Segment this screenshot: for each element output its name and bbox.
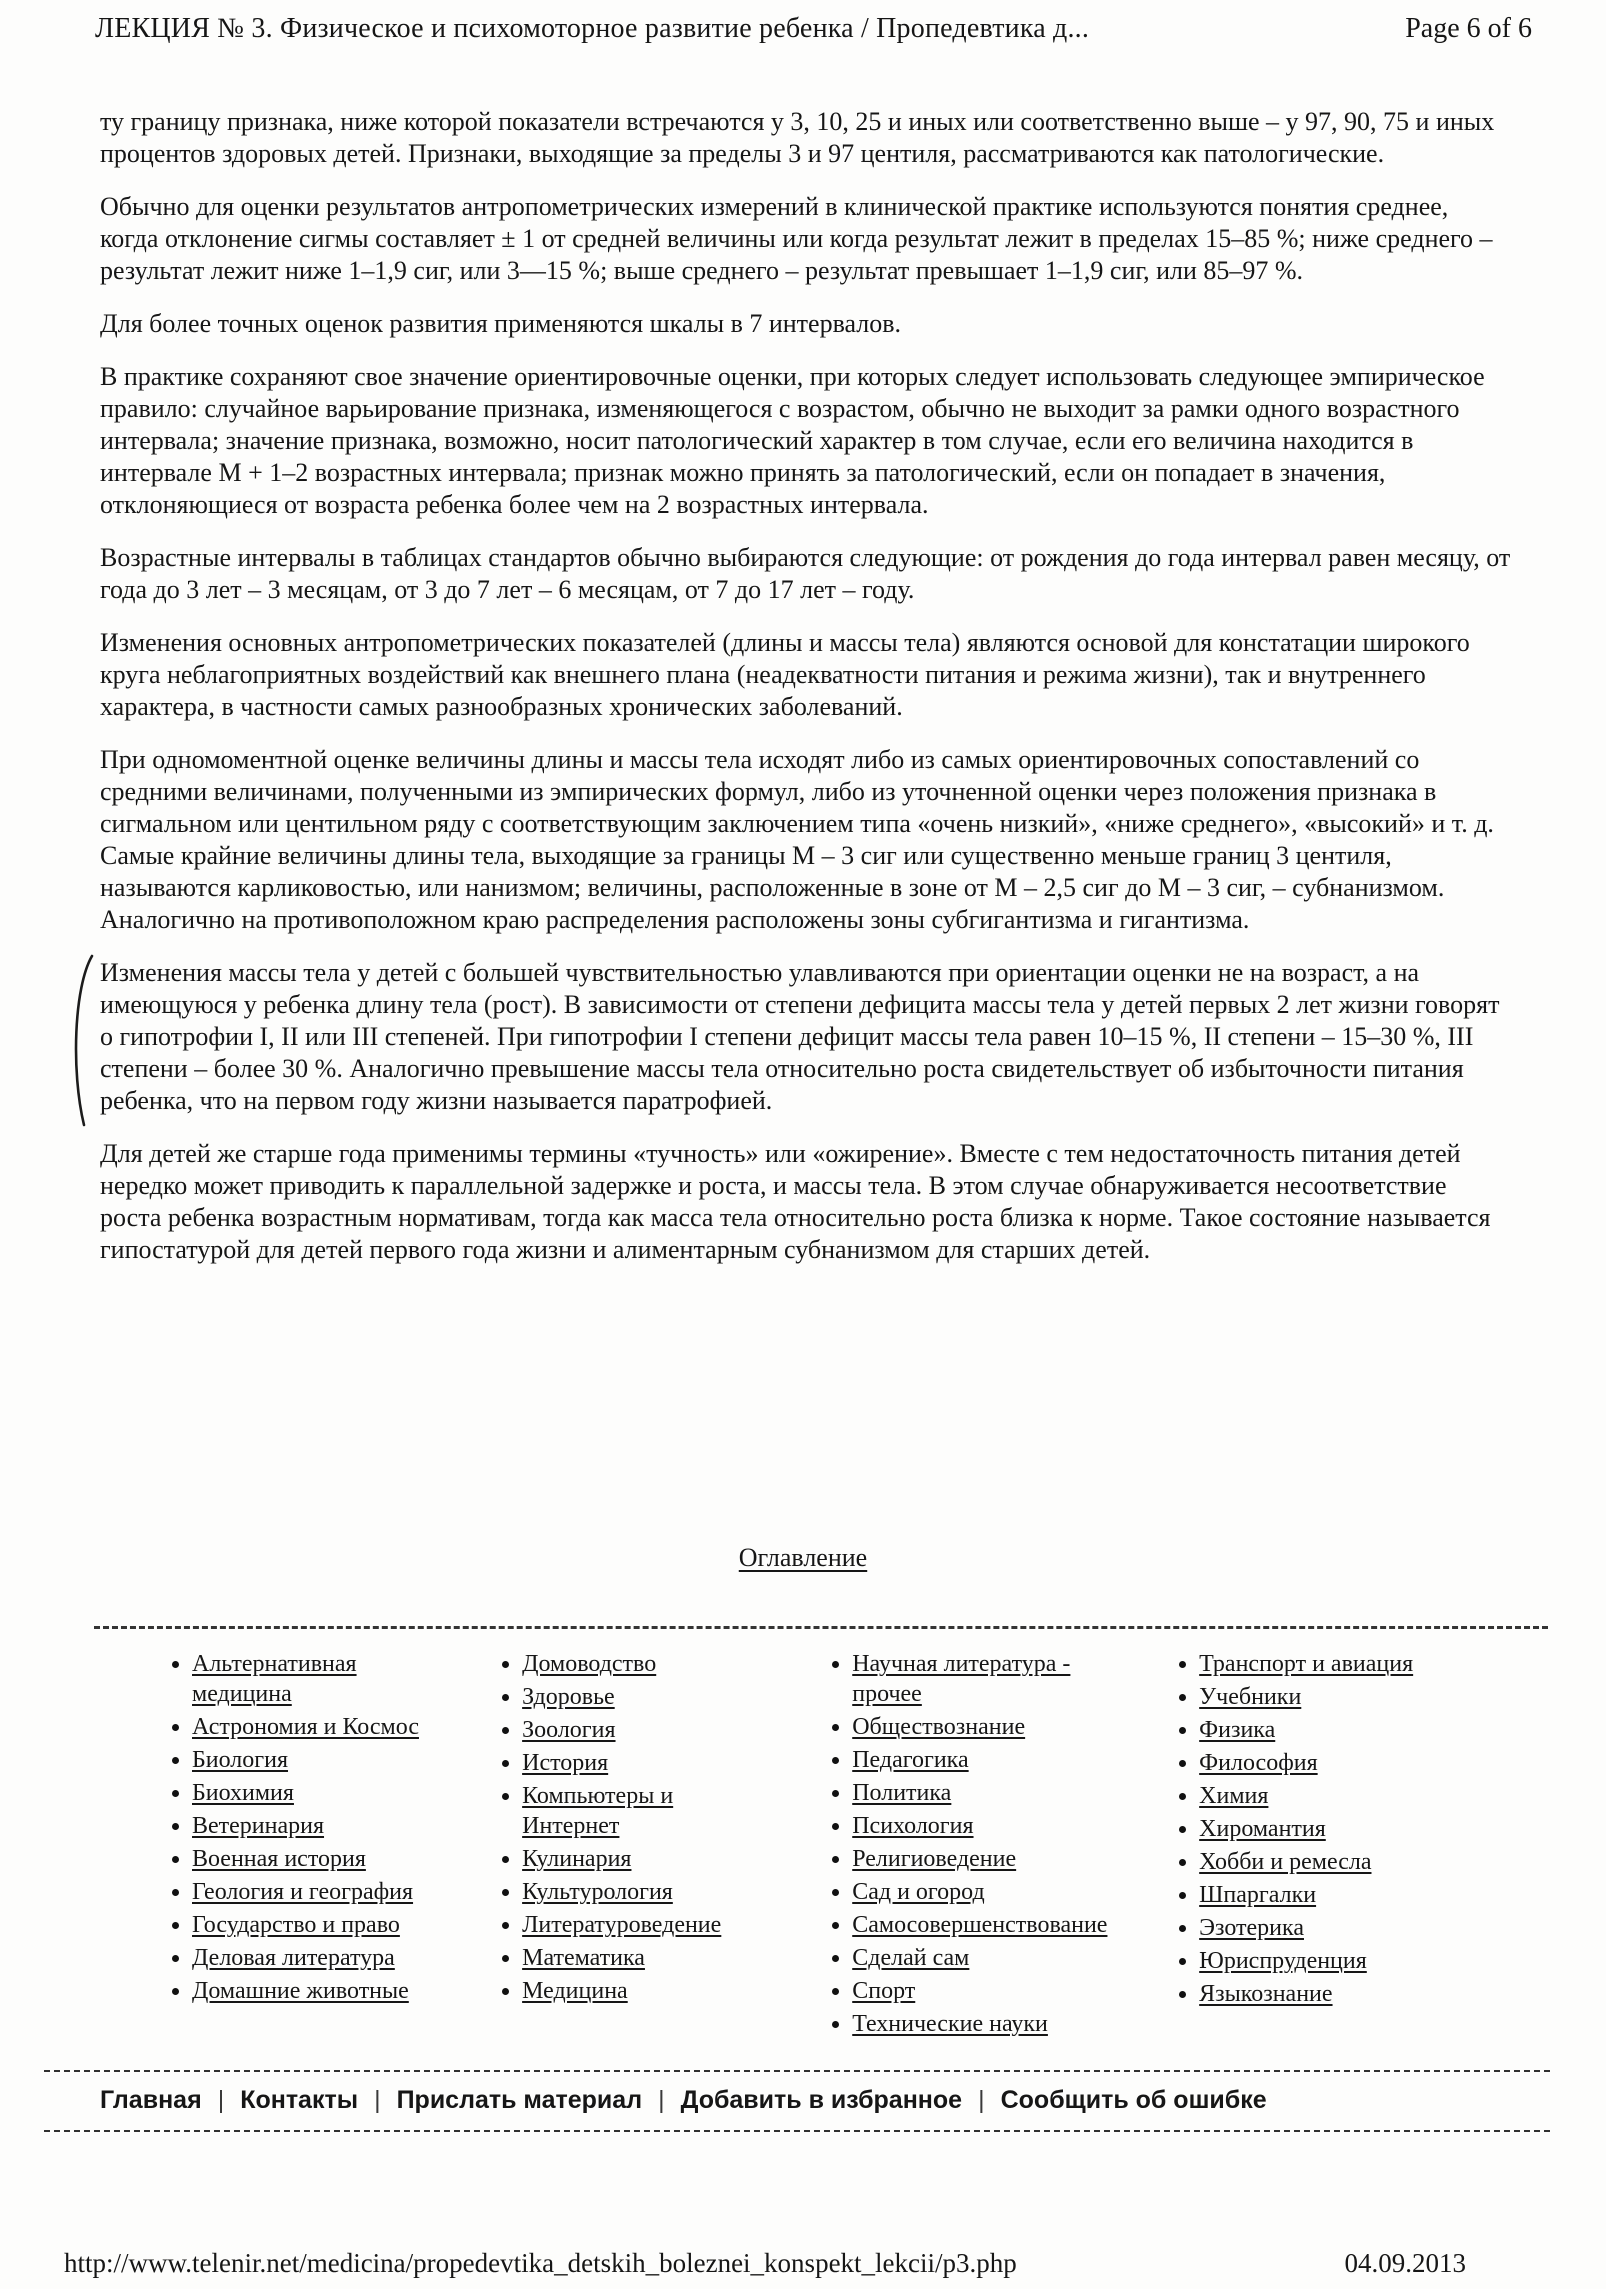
toc-item — [522, 1943, 774, 1973]
body-paragraph-1: ту границу признака, ниже которой показатели встречаются у 3, 10, 25 и иных или соответственно выше – у 97, 90, 75 и иных процентов здоровых детей. Признаки, выходящие за пределы 3 и 97 центиля, рассматриваются как патологические. — [100, 107, 1495, 168]
toc-item — [852, 2009, 1135, 2039]
toc-link[interactable]: Астрономия и Космос — [192, 1714, 419, 1740]
toc-link[interactable]: Биология — [192, 1747, 289, 1773]
toc-item — [1199, 1880, 1483, 1910]
footer-date: 04.09.2013 — [1344, 2248, 1466, 2278]
toc-link[interactable]: Учебники — [1199, 1684, 1302, 1710]
nav-separator: | — [978, 2086, 985, 2114]
toc-link[interactable]: Языкознание — [1199, 1981, 1333, 2007]
body-paragraph-8: Изменения массы тела у детей с большей чувствительностью улавливаются при ориентации оценки не на возраст, а на имеющуюся у ребенка длину тела (рост). В зависимости от степени дефицита массы тела у детей первых 2 лет жизни говорят о гипотрофии I, II или III степеней. При гипотрофии I степени дефицит массы тела равен 10–15 %, II степени – 15–30 %, III степени – более 30 %. Аналогично превышение массы тела относительно роста свидетельствует об избыточности питания ребенка, что на первом году жизни называется паратрофией. — [100, 957, 1511, 1117]
nav-link[interactable]: Главная — [100, 2086, 202, 2114]
toc-link[interactable]: Сделай сам — [852, 1945, 970, 1971]
toc-column-4 — [1165, 1649, 1511, 2042]
toc-item — [522, 1976, 774, 2006]
toc-item — [1199, 1649, 1483, 1679]
nav-group — [1001, 2086, 1267, 2114]
nav-group — [100, 2086, 240, 2114]
nav-group — [240, 2086, 396, 2114]
toc-link[interactable]: Технические науки — [852, 2011, 1048, 2037]
toc-item — [522, 1781, 774, 1841]
page-number: Page 6 of 6 — [1405, 13, 1532, 44]
toc-link[interactable]: Медицина — [522, 1978, 628, 2004]
margin-bracket-annotation — [64, 953, 96, 1129]
nav-group — [397, 2086, 681, 2114]
toc-link[interactable]: Математика — [522, 1945, 645, 1971]
toc-link[interactable]: Эзотерика — [1199, 1915, 1304, 1941]
toc-link[interactable]: Альтернативная медицина — [192, 1651, 357, 1707]
toc-item — [192, 1712, 444, 1742]
toc-link[interactable]: Физика — [1199, 1717, 1276, 1743]
toc-link[interactable]: Религиоведение — [852, 1846, 1017, 1872]
toc-link[interactable]: Зоология — [522, 1717, 616, 1743]
toc-link[interactable]: Литературоведение — [522, 1912, 722, 1938]
toc-item — [192, 1910, 444, 1940]
toc-item — [852, 1943, 1135, 1973]
body-paragraph-6: Изменения основных антропометрических показателей (длины и массы тела) являются основой для констатации широкого круга неблагоприятных воздействий как внешнего плана (неадекватности питания и режима жизни), так и внутреннего характера, в частности самых разнообразных хронических заболеваний. — [100, 628, 1470, 721]
toc-link[interactable]: Юриспруденция — [1199, 1948, 1367, 1974]
toc-item — [522, 1748, 774, 1778]
toc-link[interactable]: Компьютеры и Интернет — [522, 1783, 674, 1839]
footer-url: http://www.telenir.net/medicina/propedevtika_detskih_boleznei_konspekt_lekcii/p3.php — [64, 2248, 1017, 2278]
toc-link[interactable]: Обществознание — [852, 1714, 1026, 1740]
toc-item — [1199, 1979, 1483, 2009]
toc-link[interactable]: Биохимия — [192, 1780, 294, 1806]
toc-item — [1199, 1682, 1483, 1712]
toc-item — [192, 1811, 444, 1841]
toc-item — [852, 1877, 1135, 1907]
toc-item — [852, 1811, 1135, 1841]
nav-separator: | — [217, 2086, 225, 2114]
toc-link[interactable]: Психология — [852, 1813, 974, 1839]
toc-link[interactable]: Самосовершенствование — [852, 1912, 1108, 1938]
toc-link[interactable]: Политика — [852, 1780, 952, 1806]
toc-item — [522, 1877, 774, 1907]
page-title: ЛЕКЦИЯ № 3. Физическое и психомоторное развитие ребенка / Пропедевтика д... — [95, 13, 1090, 44]
toc-item — [192, 1976, 444, 2006]
toc-item — [852, 1910, 1135, 1940]
body-paragraph-3: Для более точных оценок развития применяются шкалы в 7 интервалов. — [100, 309, 902, 338]
body-paragraph-5: Возрастные интервалы в таблицах стандартов обычно выбираются следующие: от рождения до года интервал равен месяцу, от года до 3 лет – 3 месяцам, от 3 до 7 лет – 6 месяцам, от 7 до 17 лет – году. — [100, 543, 1511, 604]
toc-columns — [158, 1649, 1511, 2042]
toc-item — [522, 1844, 774, 1874]
toc-link[interactable]: Сад и огород — [852, 1879, 985, 1905]
nav-link[interactable]: Контакты — [240, 2086, 359, 2114]
nav-group — [681, 2086, 1001, 2114]
print-footer — [64, 2247, 1466, 2279]
toc-link[interactable]: Домашние животные — [192, 1978, 409, 2004]
toc-item — [522, 1910, 774, 1940]
nav-link[interactable]: Сообщить об ошибке — [1000, 2086, 1267, 2114]
toc-link[interactable]: Геология и география — [192, 1879, 414, 1905]
toc-item — [192, 1745, 444, 1775]
toc-link[interactable]: Хобби и ремесла — [1199, 1849, 1372, 1875]
toc-item — [192, 1844, 444, 1874]
toc-item — [522, 1715, 774, 1745]
toc-item — [852, 1649, 1135, 1709]
toc-column-1 — [158, 1649, 488, 2042]
lecture-body — [100, 106, 1511, 1266]
toc-item — [192, 1778, 444, 1808]
body-paragraph-7: При одномоментной оценке величины длины и массы тела исходят либо из самых ориентировочных сопоставлений со средними величинами, полученными из эмпирических формул, либо из уточненной оценки через положения признака в сигмальном или центильном ряду с соответствующим заключением типа «очень низкий», «ниже среднего», «высокий» и т. д. Самые крайние величины длины тела, выходящие за границы М – 3 сиг или существенно меньше границ 3 центиля, называются карликовостью, или нанизмом; величины, расположенные в зоне от М – 2,5 сиг до М – 3 сиг, – субнанизмом. Аналогично на противоположном краю распределения расположены зоны субгигантизма и гигантизма. — [100, 745, 1494, 934]
body-paragraph-4: В практике сохраняют свое значение ориентировочные оценки, при которых следует использовать следующее эмпирическое правило: случайное варьирование признака, изменяющегося с возрастом, обычно не выходит за рамки одного возрастного интервала; значение признака, возможно, носит патологический характер в том случае, если его величина находится в интервале М + 1–2 возрастных интервала; признак можно принять за патологический, если он попадает в значения, отклоняющиеся от возраста ребенка более чем на 2 возрастных интервала. — [100, 362, 1485, 519]
toc-link[interactable]: Военная история — [192, 1846, 366, 1872]
toc-link[interactable]: Домоводство — [522, 1651, 657, 1677]
nav-link[interactable]: Прислать материал — [396, 2086, 643, 2114]
toc-item — [1199, 1946, 1483, 1976]
toc-item — [1199, 1748, 1483, 1778]
toc-link[interactable]: Здоровье — [522, 1684, 615, 1710]
toc-link[interactable]: Педагогика — [852, 1747, 969, 1773]
body-paragraph-9: Для детей же старше года применимы термины «тучность» или «ожирение». Вместе с тем недостаточность питания детей нередко может приводить к параллельной задержке и роста, и массы тела. В этом случае обнаруживается несоответствие роста ребенка возрастным нормативам, тогда как масса тела относительно роста близка к норме. Такое состояние называется гипостатурой для детей первого года жизни и алиментарным субнанизмом для старших детей. — [100, 1139, 1491, 1264]
toc-item — [852, 1844, 1135, 1874]
toc-item — [852, 1976, 1135, 2006]
toc-link[interactable]: Философия — [1199, 1750, 1318, 1776]
toc-link[interactable]: Ветеринария — [192, 1813, 325, 1839]
toc-section — [0, 1500, 1606, 2132]
toc-link[interactable]: Химия — [1199, 1783, 1269, 1809]
toc-link[interactable]: Шпаргалки — [1199, 1882, 1317, 1908]
toc-item — [1199, 1715, 1483, 1745]
toc-link[interactable]: Спорт — [852, 1978, 916, 2004]
toc-item — [192, 1877, 444, 1907]
nav-separator: | — [374, 2086, 381, 2114]
toc-link[interactable]: Государство и право — [192, 1912, 400, 1938]
toc-item — [1199, 1814, 1483, 1844]
nav-separator: | — [658, 2086, 665, 2114]
toc-item — [192, 1649, 444, 1709]
toc-item — [522, 1682, 774, 1712]
toc-item — [852, 1712, 1135, 1742]
nav-link[interactable]: Добавить в избранное — [680, 2086, 963, 2114]
toc-link[interactable]: Транспорт и авиация — [1199, 1651, 1414, 1677]
toc-column-3 — [818, 1649, 1165, 2042]
toc-item — [1199, 1847, 1483, 1877]
toc-item — [1199, 1781, 1483, 1811]
toc-column-2 — [488, 1649, 818, 2042]
print-header — [0, 0, 1606, 46]
toc-heading[interactable]: Оглавление — [738, 1543, 868, 1572]
toc-divider — [94, 1626, 1548, 1629]
toc-link[interactable]: Научная литература - прочее — [852, 1651, 1071, 1707]
toc-link[interactable]: Хиромантия — [1199, 1816, 1326, 1842]
toc-link[interactable]: История — [522, 1750, 609, 1776]
toc-item — [192, 1943, 444, 1973]
toc-item — [1199, 1913, 1483, 1943]
toc-link[interactable]: Культурология — [522, 1879, 673, 1905]
toc-link[interactable]: Деловая литература — [192, 1945, 395, 1971]
toc-item — [852, 1778, 1135, 1808]
body-paragraph-2: Обычно для оценки результатов антропометрических измерений в клинической практике используются понятия среднее, когда отклонение сигмы составляет ± 1 от средней величины или когда результат лежит в пределах 15–85 %; ниже среднего – результат лежит ниже 1–1,9 сиг, или 3—15 %; выше среднего – результат превышает 1–1,9 сиг, или 85–97 %. — [100, 192, 1493, 285]
site-navbar — [44, 2070, 1550, 2132]
toc-link[interactable]: Кулинария — [522, 1846, 632, 1872]
toc-item — [522, 1649, 774, 1679]
toc-item — [852, 1745, 1135, 1775]
